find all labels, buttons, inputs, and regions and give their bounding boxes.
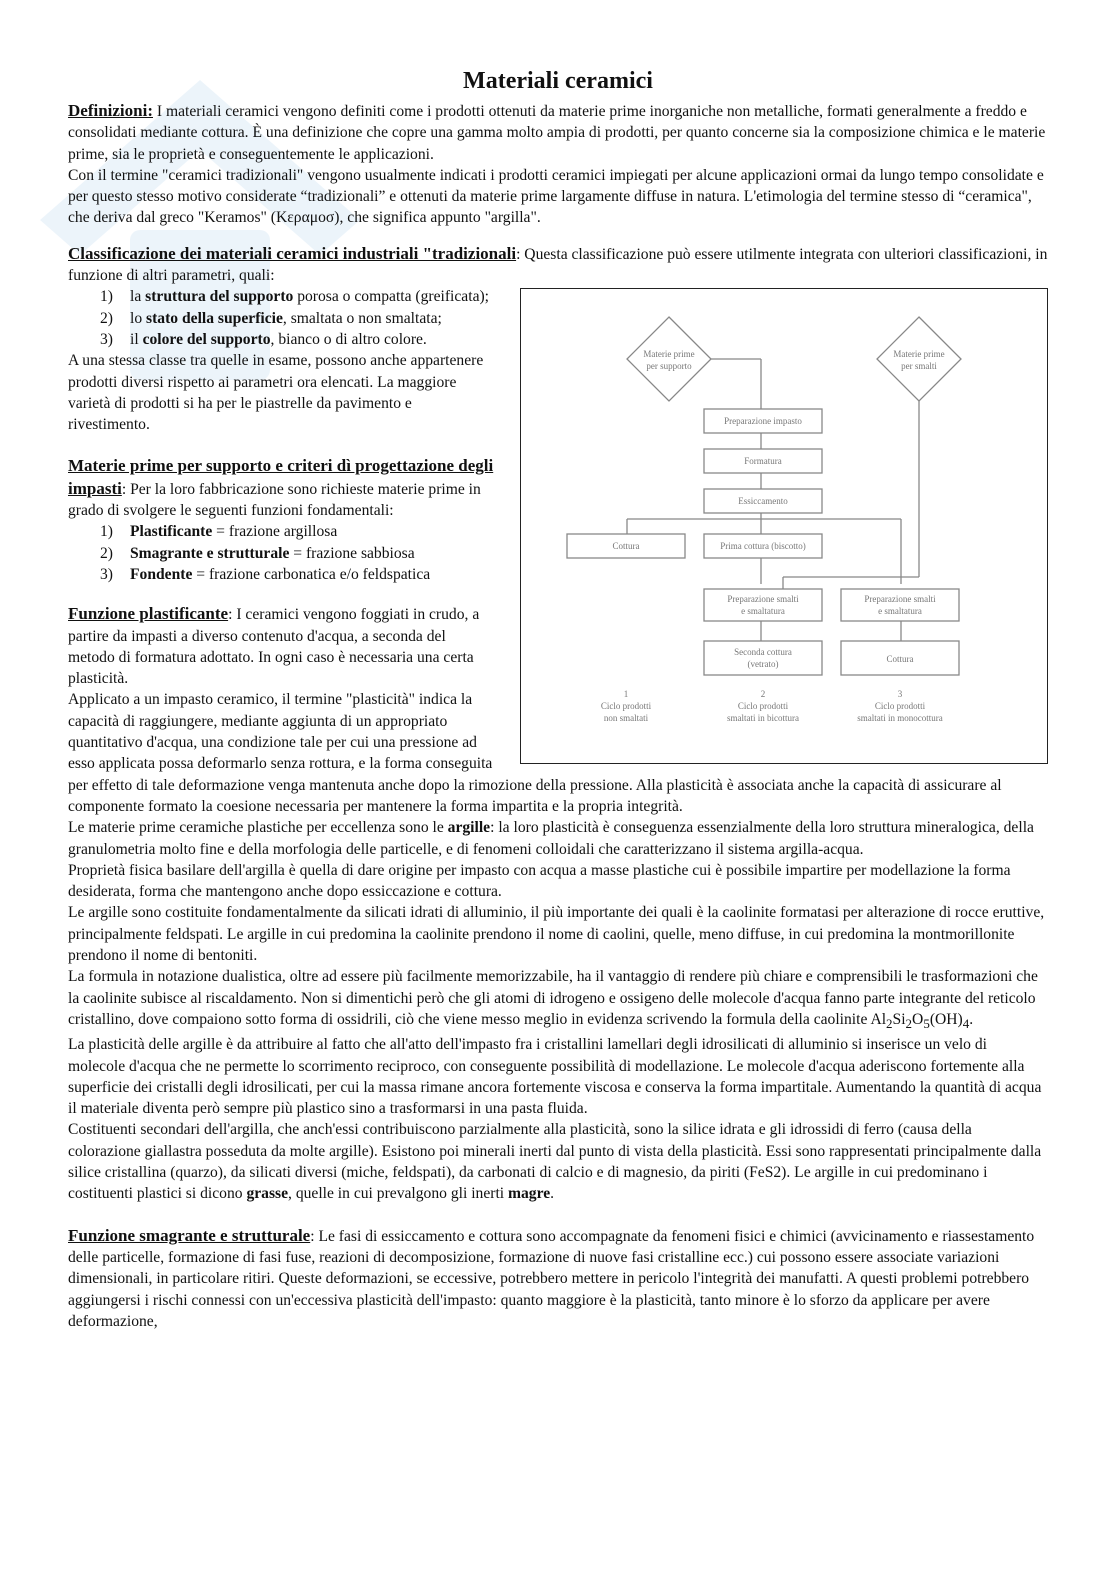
svg-text:per smalti: per smalti — [901, 361, 937, 372]
smagrante-heading: Funzione smagrante e strutturale — [68, 1225, 311, 1245]
svg-text:Ciclo prodotti: Ciclo prodotti — [737, 701, 789, 712]
classificazione-heading: Classificazione dei materiali ceramici industriali "tradizionali — [68, 243, 517, 263]
svg-text:2: 2 — [760, 689, 766, 700]
svg-text:Formatura: Formatura — [744, 456, 782, 467]
svg-text:Cottura: Cottura — [612, 541, 640, 552]
classificazione-section: Classificazione dei materiali ceramici industriali "tradizionali: Questa classificazione può essere utilmente integrata con ulteriori classificazioni, in funzione di altri parametri, quali: Materie prime per supporto Materie prime per smalti Preparazione impasto Formatura Essiccamento Cottura Prima cottura (biscotto) Preparazione smalti e smaltatura Preparazione smalti e smaltatura Seconda cottura (vetrato) Cottura 1 Ciclo prodotti non smaltati 2 Ciclo prodotti smaltati in bicottura 3 Ciclo prodotti smaltati in monocottura 1) la struttura del supporto porosa o compatta (greificata); 2) lo stato della superficie, smaltata o non smaltata; 3) il colore del supporto, bianco o di altro colore. A una stessa classe tra quelle in esame, possono anche appartenere prodotti diversi rispetto ai parametri ora elencati. La maggiore varietà di prodotti si ha per le piastrelle da pavimento e rivestimento. — [68, 243, 1048, 436]
list-item: 3) il colore del supporto, bianco o di altro colore. — [100, 330, 427, 348]
svg-text:per supporto: per supporto — [646, 361, 692, 372]
svg-text:e smaltatura: e smaltatura — [878, 606, 922, 617]
smagrante-section: Funzione smagrante e strutturale: Le fasi di essiccamento e cottura sono accompagnate da fenomeni fisici e chimici (avvicinamento e riassestamento delle particelle, formazione di fasi fuse, reazioni di decomposizione, formazione di nuove fasi cristalline ecc.) cui possono essere associate variazioni dimensionali, in particolare ritiri. Queste deformazioni, se eccessive, potrebbero mettere in pericolo l'integrità dei manufatti. A questi problemi potrebbero aggiungersi i rischi connessi con un'eccessiva plasticità dell'impasto: quanto maggiore è la plasticità, tanto minore è lo sforzo da applicare per avere deformazione, — [68, 1225, 1035, 1330]
svg-text:Seconda cottura: Seconda cottura — [734, 647, 792, 658]
page-title: Materiali ceramici — [463, 68, 653, 94]
definizioni-heading: Definizioni: — [68, 101, 153, 120]
svg-text:Prima cottura (biscotto): Prima cottura (biscotto) — [720, 541, 806, 552]
svg-text:Ciclo prodotti: Ciclo prodotti — [874, 701, 926, 712]
svg-text:e smaltatura: e smaltatura — [741, 606, 785, 617]
ceramici-tradizionali-paragraph: Con il termine "ceramici tradizionali" vengono usualmente indicati i prodotti ceramici impiegati per alcune applicazioni ormai da lungo tempo consolidate e per questo stesso motivo considerate “tradizionali” e ottenuti da materie prime largamente diffuse in natura. L'etimologia del termine stesso di “ceramica", che deriva dal greco "Keramos" (Κεραμοσ), che significa appunto "argilla". — [68, 166, 1044, 227]
caolinite-formula: $Al_2Si_2O_5(OH)_4$ — [870, 1010, 970, 1031]
list-item: 2) Smagrante e strutturale = frazione sabbiosa — [100, 544, 415, 562]
plastificante-heading: Funzione plastificante — [68, 604, 229, 624]
svg-text:Cottura: Cottura — [886, 654, 914, 665]
materie-heading: Materie prime per supporto e criteri dì progettazione degli impasti — [68, 456, 494, 498]
list-item: 1) Plastificante = frazione argillosa — [100, 523, 338, 541]
svg-text:Ciclo prodotti: Ciclo prodotti — [600, 701, 652, 712]
svg-text:smaltati in monocottura: smaltati in monocottura — [857, 713, 943, 724]
svg-text:(vetrato): (vetrato) — [747, 659, 779, 670]
svg-text:Materie prime: Materie prime — [643, 349, 695, 360]
list-item: 1) la struttura del supporto porosa o compatta (greificata); — [100, 288, 490, 306]
svg-text:Preparazione smalti: Preparazione smalti — [727, 594, 799, 605]
svg-text:Preparazione smalti: Preparazione smalti — [864, 594, 936, 605]
list-item: 2) lo stato della superficie, smaltata o non smaltata; — [100, 309, 442, 327]
svg-text:Materie prime: Materie prime — [893, 349, 945, 360]
svg-text:Essiccamento: Essiccamento — [738, 496, 788, 507]
svg-text:1: 1 — [623, 689, 629, 700]
svg-text:Preparazione impasto: Preparazione impasto — [724, 416, 802, 427]
svg-text:smaltati in bicottura: smaltati in bicottura — [727, 713, 799, 724]
classificazione-after: A una stessa classe tra quelle in esame, possono anche appartenere prodotti diversi rispetto ai parametri ora elencati. La maggiore varietà di prodotti si ha per le piastrelle da pavimento e rivestimento. — [68, 352, 484, 434]
definizioni-paragraph: Definizioni: I materiali ceramici vengono definiti come i prodotti ottenuti da materie prime inorganiche non metalliche, formati generalmente a freddo e consolidati mediante cottura. È una definizione che copre una gamma molto ampia di prodotti, per quanto concerne sia la composizione chimica e le materie prime, sia le proprietà e conseguentemente le applicazioni. — [68, 101, 1046, 163]
list-item: 3) Fondente = frazione carbonatica e/o feldspatica — [100, 565, 431, 583]
document-page — [68, 66, 1048, 1332]
plastificante-section: Funzione plastificante: I ceramici vengono foggiati in crudo, a partire da impasti a diverso contenuto d'acqua, a seconda del metodo di formatura adottato. In ogni caso è necessaria una certa plasticità. Applicato a un impasto ceramico, il termine "plasticità" indica la capacità di raggiungere, mediante aggiunta di un appropriato quantitativo d'acqua, una condizione tale per cui una pressione ad esso applicata possa deformarlo senza rottura, e la forma conseguita per effetto di tale deformazione venga mantenuta anche dopo la rimozione della pressione. Alla plasticità è associata anche la capacità di assicurare al componente formato la coesione necessaria per mantenere la forma impartita e la propria integrità. Le materie prime ceramiche plastiche per eccellenza sono le argille: la loro plasticità è conseguenza essenzialmente della loro struttura mineralogica, della granulometria molto fine e della morfologia delle particelle, e di fenomeni colloidali che caratterizzano il sistema argilla-acqua. Proprietà fisica basilare dell'argilla è quella di dare origine per impasto con acqua a masse plastiche cui è possibile impartire per modellazione la forma desiderata, forma che mantengono anche dopo essiccazione e cottura. Le argille sono costituite fondamentalmente da silicati idrati di alluminio, il più importante dei quali è la caolinite formatasi per alterazione di rocce eruttive, principalmente feldspati. Le argille in cui predomina la caolinite prendono il nome di caolini, quelle, meno diffuse, in cui predomina la montmorillonite prendono il nome di bentoniti. La formula in notazione dualistica, oltre ad essere più facilmente memorizzabile, ha il vantaggio di rendere più chiare e comprensibili le trasformazioni che la caolinite subisce al riscaldamento. Non si dimentichi però che gli atomi di idrogeno e ossigeno delle molecole d'acqua fanno parte integrante del reticolo cristallino, dove compaiono sotto forma di ossidrili, ciò che viene messo meglio in evidenza scrivendo la formula della caolinite $Al_2Si_2O_5(OH)_4$. La plasticità delle argille è da attribuire al fatto che all'atto dell'impasto fra i cristallini lamellari degli idrosilicati di alluminio si inserisce un velo di molecole d'acqua che ne permette lo scorrimento reciproco, con conseguente possibilità di modellazione. Le molecole d'acqua aderiscono fortemente alla superficie dei cristalli degli idrosilicati, per cui la massa rimane ancora fortemente viscosa e conserva la forma impartitale. Aumentando la quantità di acqua il materiale diventa però sempre più plastico sino a trasformarsi in una pasta fluida. Costituenti secondari dell'argilla, che anch'essi contribuiscono parzialmente alla plasticità, sono la silice idrata e gli idrossidi di ferro (causa della colorazione giallastra posseduta da molte argille). Esistono poi minerali inerti dal punto di vista della plasticità. Essi sono rappresentati principalmente dalla silice cristallina (quarzo), da silicati diversi (miche, feldspati), da carbonati di calcio e di magnesio, da piriti (FeS2). Le argille in cui predominano i costituenti plastici si dicono grasse, quelle in cui prevalgono gli inerti magre. — [68, 604, 1045, 1203]
materie-list — [68, 521, 1048, 585]
classificazione-list — [68, 286, 1048, 350]
materie-section: Materie prime per supporto e criteri dì progettazione degli impasti: Per la loro fabbricazione sono richieste materie prime in grado di svolgere le seguenti funzioni fondamentali: 1) Plastificante = frazione argillosa 2) Smagrante e strutturale = frazione sabbiosa 3) Fondente = frazione carbonatica e/o feldspatica — [68, 455, 1048, 585]
svg-text:3: 3 — [897, 689, 903, 700]
svg-text:non smaltati: non smaltati — [603, 713, 649, 724]
